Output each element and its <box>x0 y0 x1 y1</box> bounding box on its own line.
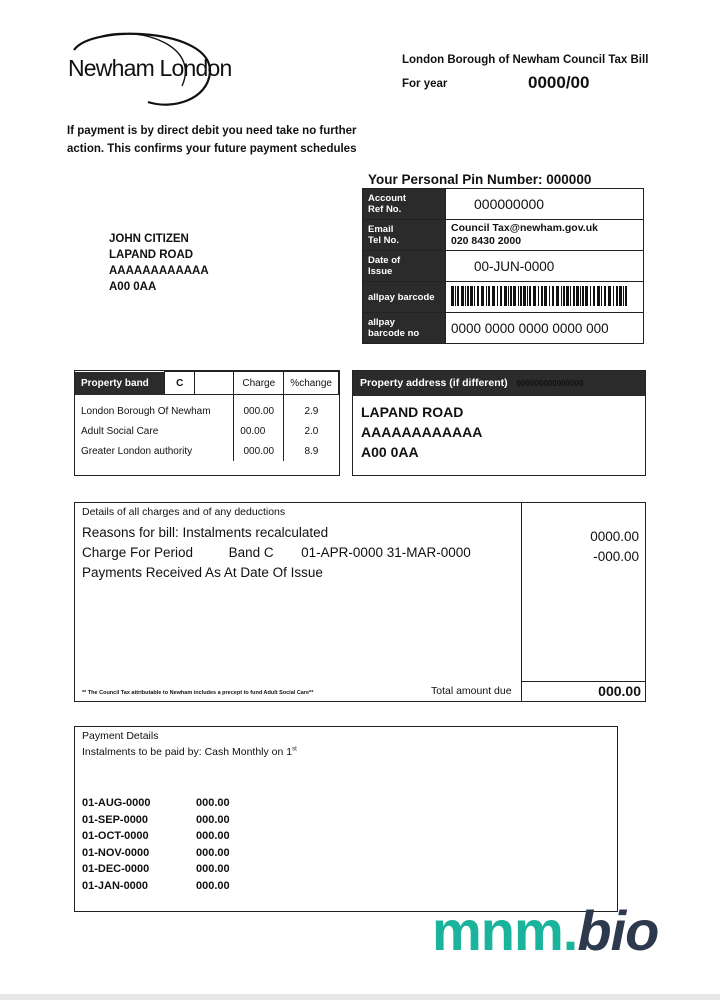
property-address-line3: A00 0AA <box>361 444 419 460</box>
contact-label <box>363 220 446 251</box>
payment-instructions-sup: st <box>292 746 297 753</box>
property-code: 000000000000000 <box>516 379 584 388</box>
year-label: For year <box>402 78 448 90</box>
payment-schedule <box>82 795 230 894</box>
barcode-icon <box>451 285 631 307</box>
contact-label-2: Tel No. <box>368 235 399 246</box>
payment-date: 01-JAN-0000 <box>82 879 149 892</box>
property-address-line1: LAPAND ROAD <box>361 404 464 420</box>
band-header-row <box>75 372 339 395</box>
payment-amount: -000.00 <box>593 549 639 564</box>
issue-date-row <box>363 251 644 282</box>
personal-pin: Your Personal Pin Number: 000000 <box>368 172 592 187</box>
property-address-title: Property address (if different) <box>360 377 508 389</box>
charges-lines <box>82 523 471 583</box>
adult-social-care-note: ** The Council Tax attributable to Newham includes a precept to fund Adult Social Care** <box>82 690 314 696</box>
direct-debit-note <box>67 122 367 158</box>
recipient-postcode: A00 0AA <box>109 281 157 293</box>
band-row <box>75 441 339 461</box>
total-label: Total amount due <box>431 685 512 697</box>
recipient-city: AAAAAAAAAAAA <box>109 265 209 277</box>
payment-amount: 000.00 <box>196 879 230 892</box>
year-value: 0000/00 <box>528 73 590 92</box>
property-band-table <box>75 371 339 461</box>
barcode-no-label-2: barcode no <box>368 328 420 339</box>
band-row-change: 8.9 <box>284 441 339 461</box>
tel-value: 020 8430 2000 <box>451 235 522 247</box>
payment-date: 01-OCT-0000 <box>82 830 149 842</box>
account-ref-value: 000000000 <box>446 189 644 220</box>
band-row-name: Adult Social Care <box>81 425 159 437</box>
account-ref-row <box>363 189 644 220</box>
band-row-change: 2.0 <box>284 421 339 441</box>
charges-box <box>74 502 646 702</box>
watermark-part2: bio <box>577 899 659 962</box>
band-row-charge: 000.00 <box>234 395 284 422</box>
contact-value <box>446 220 644 251</box>
charges-period <box>82 543 471 563</box>
issue-date-label-1: Date of <box>368 255 401 266</box>
watermark-part1: mnm. <box>432 899 578 962</box>
band-blank <box>195 372 234 395</box>
band-header-label: Property band <box>75 372 165 395</box>
payment-amount: 000.00 <box>196 846 230 859</box>
newham-logo <box>62 28 232 108</box>
dd-note-line2: action. This confirms your future payment schedules <box>67 143 357 155</box>
payment-date: 01-SEP-0000 <box>82 813 149 826</box>
property-address-line2: AAAAAAAAAAAA <box>361 424 483 440</box>
charge-amount: 0000.00 <box>590 529 639 544</box>
property-address-header <box>353 371 645 396</box>
contact-label-1: Email <box>368 224 394 235</box>
issue-date-label <box>363 251 446 282</box>
col-change-header: %change <box>284 372 339 395</box>
payment-row <box>82 812 230 829</box>
recipient-street: LAPAND ROAD <box>109 249 194 261</box>
charges-amounts <box>590 527 639 567</box>
band-row <box>75 421 339 441</box>
bottom-bar <box>0 994 720 1000</box>
charges-divider <box>521 503 522 701</box>
payment-date: 01-AUG-0000 <box>82 797 151 809</box>
issue-date-label-2: Issue <box>368 266 393 277</box>
col-charge-header: Charge <box>234 372 284 395</box>
barcode-label: allpay barcode <box>363 282 446 313</box>
payment-amount: 000.00 <box>196 830 230 842</box>
barcode-no-row <box>363 313 644 344</box>
band-row-charge: 000.00 <box>234 441 284 461</box>
account-ref-label <box>363 189 446 220</box>
payment-row <box>82 828 230 845</box>
barcode-no-label <box>363 313 446 344</box>
account-ref-label-2: Ref No. <box>368 204 402 215</box>
watermark <box>432 898 658 963</box>
payment-instructions <box>82 746 297 758</box>
payment-row <box>82 878 230 895</box>
charges-period-label: Charge For Period <box>82 545 194 560</box>
charges-total-divider <box>521 681 645 682</box>
band-row <box>75 395 339 422</box>
account-ref-label-1: Account <box>368 193 406 204</box>
bill-title: London Borough of Newham Council Tax Bill <box>402 54 649 66</box>
band-value: C <box>165 372 195 395</box>
payment-row <box>82 845 230 862</box>
band-row-name: London Borough Of Newham <box>81 405 211 417</box>
contact-row <box>363 220 644 251</box>
total-value: 000.00 <box>598 683 641 699</box>
payment-title: Payment Details <box>82 730 159 742</box>
charges-reason: Reasons for bill: Instalments recalculated <box>82 525 329 540</box>
barcode-no-label-1: allpay <box>368 317 395 328</box>
logo-text: Newham London <box>68 55 232 81</box>
payment-details-box <box>74 726 618 912</box>
payment-amount: 000.00 <box>196 813 230 826</box>
dd-note-line1: If payment is by direct debit you need take no further <box>67 125 357 137</box>
payment-amount: 000.00 <box>196 863 230 875</box>
recipient-address <box>109 231 209 295</box>
payment-row <box>82 861 230 878</box>
property-band-box <box>74 370 340 476</box>
payment-row <box>82 795 230 812</box>
payment-instructions-text: Instalments to be paid by: Cash Monthly on 1 <box>82 746 293 758</box>
property-address-box <box>352 370 646 476</box>
charges-period-dates: 01-APR-0000 31-MAR-0000 <box>301 545 471 560</box>
barcode-row <box>363 282 644 313</box>
band-row-name: Greater London authority <box>81 445 193 457</box>
charges-payments-received: Payments Received As At Date Of Issue <box>82 565 323 580</box>
payment-amount: 000.00 <box>196 797 230 809</box>
barcode-cell <box>446 282 644 313</box>
payment-date: 01-NOV-0000 <box>82 846 150 859</box>
charges-title: Details of all charges and of any deductions <box>82 506 286 518</box>
band-row-charge: 00.00 <box>234 421 284 441</box>
issue-date-value: 00-JUN-0000 <box>446 251 644 282</box>
account-table <box>362 188 644 344</box>
barcode-no-value: 0000 0000 0000 0000 000 <box>446 313 644 344</box>
email-value: Council Tax@newham.gov.uk <box>451 222 598 234</box>
payment-date: 01-DEC-0000 <box>82 863 150 875</box>
band-row-change: 2.9 <box>284 395 339 422</box>
property-address-lines <box>353 396 645 468</box>
recipient-name: JOHN CITIZEN <box>109 233 189 245</box>
charges-period-band: Band C <box>228 545 274 560</box>
